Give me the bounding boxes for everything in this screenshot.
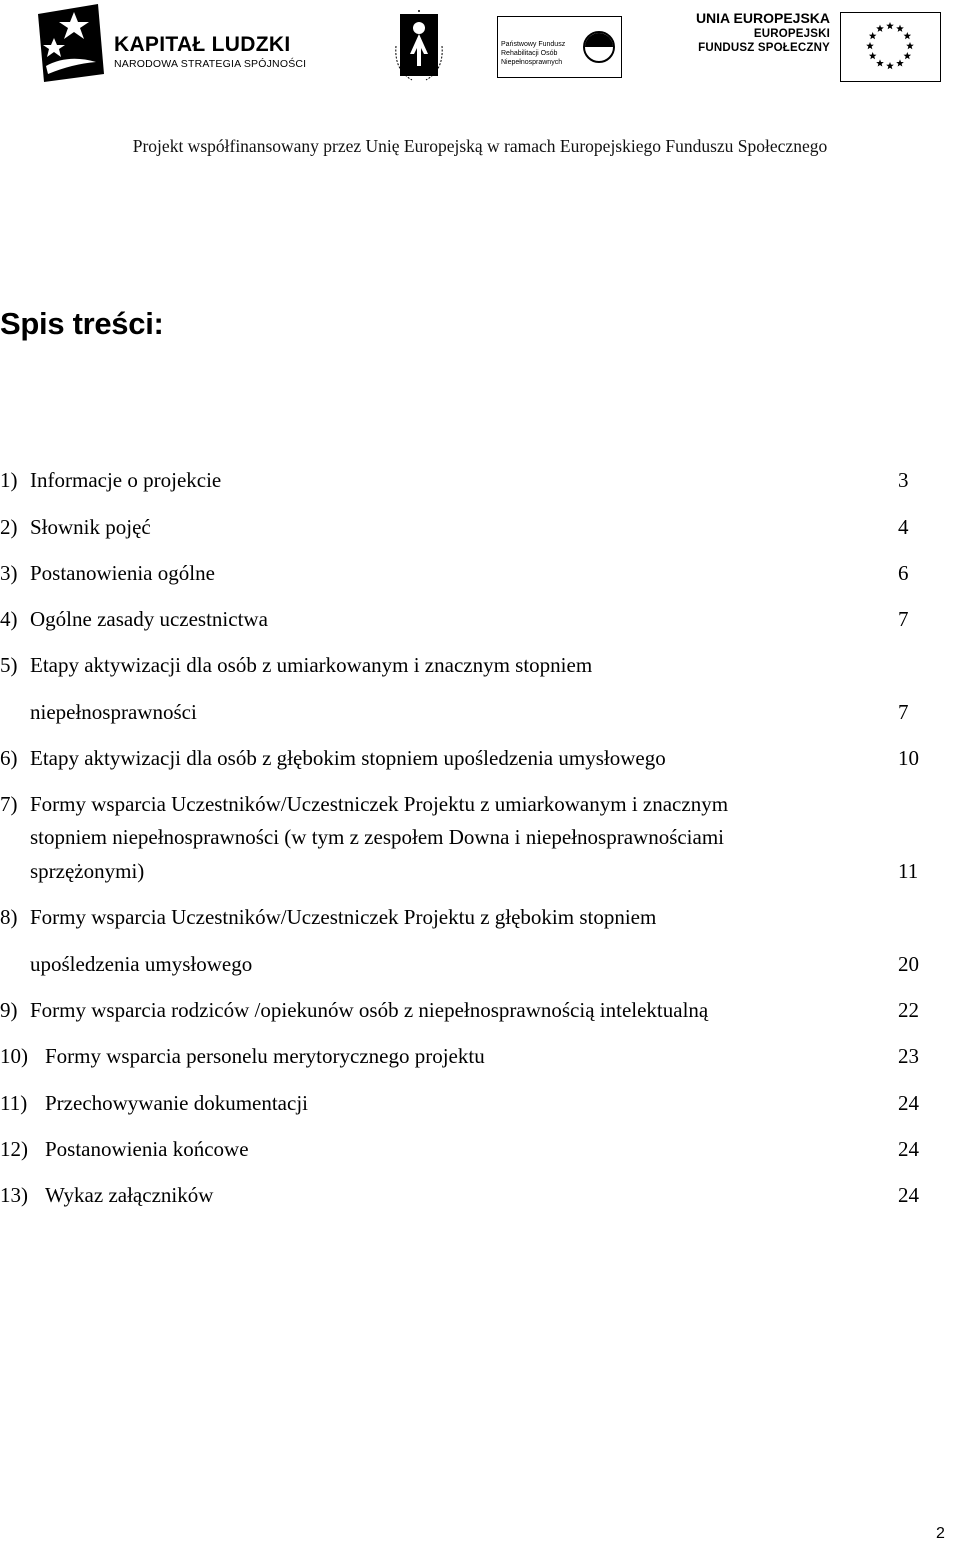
toc-entry-page: 3 <box>898 468 909 492</box>
kapital-ludzki-logo <box>38 4 328 84</box>
toc-entry-text-line-2: stopniem niepełnosprawności (w tym z zespołem Downa i niepełnosprawnościami <box>30 825 725 849</box>
kapital-ludzki-emblem-icon <box>38 4 104 82</box>
toc-entry-text: Etapy aktywizacji dla osób z głębokim stopniem upośledzenia umysłowego <box>30 746 666 770</box>
toc-entry-page: 24 <box>898 1183 919 1207</box>
eu-star-icon <box>896 59 904 66</box>
kapital-ludzki-subtitle: NARODOWA STRATEGIA SPÓJNOŚCI <box>114 58 307 70</box>
pfron-logo <box>497 16 622 78</box>
toc-entry-number: 6) <box>0 746 18 770</box>
eu-star-icon <box>906 42 914 49</box>
eu-star-icon <box>876 59 884 66</box>
eu-star-icon <box>886 22 894 29</box>
toc-entry-text-line-1: Etapy aktywizacji dla osób z umiarkowanym i znacznym stopniem <box>30 653 593 677</box>
toc-title: Spis treści: <box>0 306 164 341</box>
eu-social-fund-logo <box>690 10 830 80</box>
pfron-line-2: Rehabilitacji Osób <box>501 50 558 57</box>
toc-entry-number: 4) <box>0 607 18 631</box>
eu-stars-icon <box>841 13 939 80</box>
toc-entry-page: 24 <box>898 1091 919 1115</box>
eu-star-icon <box>896 25 904 32</box>
toc-entry-7[interactable] <box>0 792 930 888</box>
eu-star-icon <box>886 62 894 69</box>
eu-star-icon <box>869 52 877 59</box>
page-number: 2 <box>936 1525 945 1542</box>
toc-entry-page: 24 <box>898 1137 919 1161</box>
eu-star-icon <box>869 32 877 39</box>
toc-entry-5[interactable] <box>0 653 930 725</box>
toc-entry-page: 7 <box>898 700 909 724</box>
toc-entry-page: 6 <box>898 561 909 585</box>
toc-entry-page: 7 <box>898 607 909 631</box>
toc-entry-page: 22 <box>898 998 919 1022</box>
kapital-ludzki-title: KAPITAŁ LUDZKI <box>114 33 291 56</box>
toc-entry-text: Formy wsparcia rodziców /opiekunów osób z niepełnosprawnością intelektualną <box>30 998 709 1022</box>
eu-title: UNIA EUROPEJSKA <box>695 10 830 26</box>
toc-entry-number: 1) <box>0 468 18 492</box>
toc-entry-text: Ogólne zasady uczestnictwa <box>30 607 268 631</box>
association-emblem-icon <box>392 10 462 84</box>
eu-flag <box>840 12 941 82</box>
eu-line-2: FUNDUSZ SPOŁECZNY <box>698 42 830 54</box>
toc-entry-text: Przechowywanie dokumentacji <box>45 1091 308 1115</box>
toc-entry-number: 2) <box>0 515 18 539</box>
toc-entry-text-line-3: sprzężonymi) <box>30 859 145 883</box>
toc-entry-text-line-1: Formy wsparcia Uczestników/Uczestniczek Projektu z głębokim stopniem <box>30 905 657 929</box>
toc-entry-text: Postanowienia końcowe <box>45 1137 249 1161</box>
toc-entry-number: 13) <box>0 1183 28 1207</box>
toc-entry-number: 5) <box>0 653 18 677</box>
toc-entry-text: Słownik pojęć <box>30 515 151 539</box>
toc-entry-number: 3) <box>0 561 18 585</box>
toc-entry-text-line-2: niepełnosprawności <box>30 700 197 724</box>
eu-line-1: EUROPEJSKI <box>753 28 830 40</box>
association-logo <box>392 10 462 84</box>
toc-entry-number: 9) <box>0 998 18 1022</box>
eu-star-icon <box>904 32 912 39</box>
toc-entry-page: 4 <box>898 515 909 539</box>
toc-entry-number: 8) <box>0 905 18 929</box>
toc-entry-text: Informacje o projekcie <box>30 468 222 492</box>
toc-entry-text: Wykaz załączników <box>45 1183 214 1207</box>
toc-entry-page: 11 <box>898 859 919 883</box>
toc-entry-number: 10) <box>0 1044 28 1068</box>
eu-star-icon <box>866 42 874 49</box>
pfron-line-3: Niepełnosprawnych <box>501 59 563 66</box>
toc-entry-page: 20 <box>898 952 919 976</box>
toc-entry-text-line-1: Formy wsparcia Uczestników/Uczestniczek Projektu z umiarkowanym i znacznym <box>30 792 729 816</box>
toc-entry-page: 10 <box>898 746 919 770</box>
toc-entry-number: 12) <box>0 1137 28 1161</box>
toc-entry-text-line-2: upośledzenia umysłowego <box>30 952 253 976</box>
cofinancing-note: Projekt współfinansowany przez Unię Europejską w ramach Europejskiego Funduszu Społecznego <box>132 136 828 156</box>
toc-entry-text: Postanowienia ogólne <box>30 561 215 585</box>
eu-star-icon <box>876 25 884 32</box>
toc-entry-text: Formy wsparcia personelu merytorycznego projektu <box>45 1044 485 1068</box>
toc-entry-number: 7) <box>0 792 18 816</box>
eu-star-icon <box>904 52 912 59</box>
toc-entry-number: 11) <box>0 1091 28 1115</box>
pfron-circle-icon <box>583 31 615 63</box>
pfron-line-1: Państwowy Fundusz <box>501 41 566 48</box>
toc-entry-8[interactable] <box>0 905 930 977</box>
toc-entry-page: 23 <box>898 1044 919 1068</box>
